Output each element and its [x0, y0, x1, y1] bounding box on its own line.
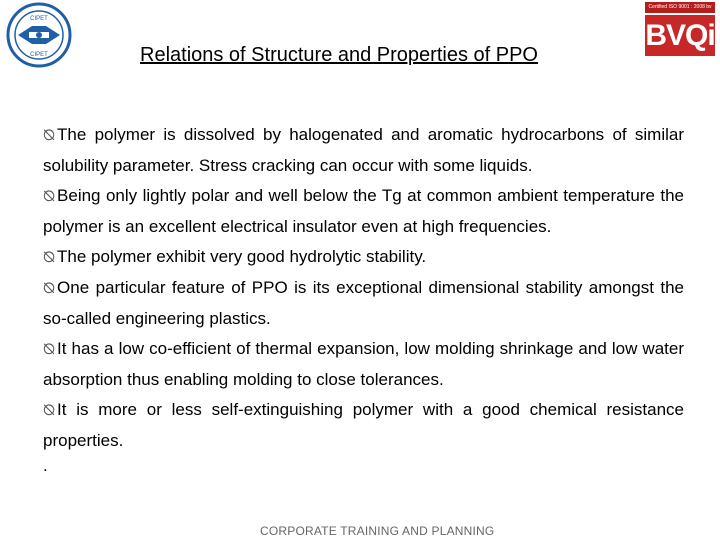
slide-title: Relations of Structure and Properties of PPO — [140, 44, 538, 66]
paragraph-text: Being only lightly polar and well below the Tg at common ambient temperature the polymer is an excellent electrical insulator even at high frequencies. — [43, 186, 684, 236]
slide-body — [43, 120, 684, 476]
bullet-icon: ⦰ — [43, 249, 56, 266]
paragraph-text: One particular feature of PPO is its exceptional dimensional stability amongst the so-called engineering plastics. — [43, 278, 684, 328]
bullet-paragraph — [43, 181, 684, 242]
paragraph-text: The polymer exhibit very good hydrolytic stability. — [57, 247, 427, 266]
cipet-logo — [2, 2, 76, 68]
bullet-paragraph — [43, 120, 684, 181]
paragraph-text: The polymer is dissolved by halogenated and aromatic hydrocarbons of similar solubility parameter. Stress cracking can occur with some liquids. — [43, 125, 684, 175]
cipet-emblem-icon — [2, 2, 76, 68]
certification-strip: Certified ISO 9001 : 2008 bv — [645, 2, 715, 13]
bullet-paragraph — [43, 273, 684, 334]
trailing-mark: . — [43, 456, 48, 475]
bullet-paragraph — [43, 395, 684, 456]
bullet-icon: ⦰ — [43, 188, 56, 205]
bvqi-logo — [645, 2, 715, 56]
logo-text-bottom: CIPET — [30, 52, 48, 58]
bullet-paragraph — [43, 334, 684, 395]
bullet-icon: ⦰ — [43, 402, 56, 419]
bullet-icon: ⦰ — [43, 127, 56, 144]
logo-text-top: CIPET — [30, 16, 48, 22]
paragraph-text: It has a low co-efficient of thermal expansion, low molding shrinkage and low water absorption thus enabling molding to close tolerances. — [43, 339, 684, 389]
bullet-icon: ⦰ — [43, 280, 56, 297]
footer-text: CORPORATE TRAINING AND PLANNING — [260, 524, 495, 538]
paragraph-text: It is more or less self-extinguishing polymer with a good chemical resistance properties. — [43, 400, 684, 450]
bvqi-mark: BVQi — [645, 15, 715, 56]
bullet-icon: ⦰ — [43, 341, 56, 358]
bullet-paragraph — [43, 242, 684, 273]
